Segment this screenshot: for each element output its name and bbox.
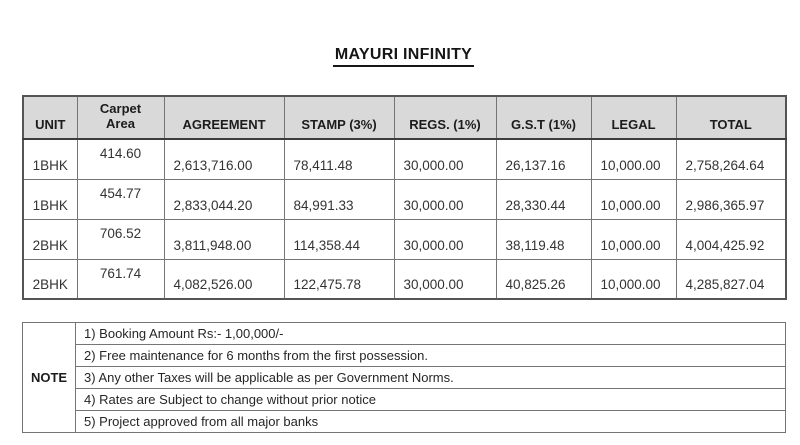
col-header-unit: UNIT xyxy=(23,96,77,139)
col-header-carpet-area xyxy=(77,96,164,139)
cell-unit: 1BHK xyxy=(23,179,77,219)
title-bar xyxy=(22,46,785,67)
cell-gst: 40,825.26 xyxy=(496,259,591,299)
note-item: 4) Rates are Subject to change without prior notice xyxy=(76,389,786,411)
note-row xyxy=(23,323,786,345)
cell-carpet: 454.77 xyxy=(77,179,164,219)
cell-legal: 10,000.00 xyxy=(591,219,676,259)
col-header-stamp: STAMP (3%) xyxy=(284,96,394,139)
cell-legal: 10,000.00 xyxy=(591,139,676,179)
table-row xyxy=(23,259,786,299)
price-table-header-row xyxy=(23,96,786,139)
note-label: NOTE xyxy=(23,323,76,433)
cell-carpet: 761.74 xyxy=(77,259,164,299)
cell-stamp: 114,358.44 xyxy=(284,219,394,259)
cell-unit: 2BHK xyxy=(23,219,77,259)
cell-agreement: 2,833,044.20 xyxy=(164,179,284,219)
cell-legal: 10,000.00 xyxy=(591,179,676,219)
page-title: MAYURI INFINITY xyxy=(333,46,474,67)
cell-total: 4,285,827.04 xyxy=(676,259,786,299)
note-row xyxy=(23,345,786,367)
cell-legal: 10,000.00 xyxy=(591,259,676,299)
note-item: 3) Any other Taxes will be applicable as per Government Norms. xyxy=(76,367,786,389)
cell-unit: 2BHK xyxy=(23,259,77,299)
cell-regs: 30,000.00 xyxy=(394,179,496,219)
cell-stamp: 84,991.33 xyxy=(284,179,394,219)
cell-stamp: 78,411.48 xyxy=(284,139,394,179)
note-item: 5) Project approved from all major banks xyxy=(76,411,786,433)
note-item: 1) Booking Amount Rs:- 1,00,000/- xyxy=(76,323,786,345)
cell-gst: 38,119.48 xyxy=(496,219,591,259)
cell-agreement: 3,811,948.00 xyxy=(164,219,284,259)
note-row xyxy=(23,367,786,389)
cell-regs: 30,000.00 xyxy=(394,259,496,299)
note-table xyxy=(22,322,786,433)
col-header-regs: REGS. (1%) xyxy=(394,96,496,139)
cell-regs: 30,000.00 xyxy=(394,219,496,259)
cell-carpet: 706.52 xyxy=(77,219,164,259)
table-row xyxy=(23,219,786,259)
note-row xyxy=(23,389,786,411)
cell-gst: 28,330.44 xyxy=(496,179,591,219)
price-table xyxy=(22,95,787,300)
cell-agreement: 2,613,716.00 xyxy=(164,139,284,179)
col-header-agreement: AGREEMENT xyxy=(164,96,284,139)
cell-total: 4,004,425.92 xyxy=(676,219,786,259)
note-item: 2) Free maintenance for 6 months from the first possession. xyxy=(76,345,786,367)
col-header-gst: G.S.T (1%) xyxy=(496,96,591,139)
table-row xyxy=(23,139,786,179)
note-row xyxy=(23,411,786,433)
cell-unit: 1BHK xyxy=(23,139,77,179)
cell-total: 2,986,365.97 xyxy=(676,179,786,219)
col-header-carpet-area-label: Carpet Area xyxy=(99,101,142,132)
cell-regs: 30,000.00 xyxy=(394,139,496,179)
cell-total: 2,758,264.64 xyxy=(676,139,786,179)
col-header-total: TOTAL xyxy=(676,96,786,139)
cell-agreement: 4,082,526.00 xyxy=(164,259,284,299)
table-row xyxy=(23,179,786,219)
cell-carpet: 414.60 xyxy=(77,139,164,179)
cell-stamp: 122,475.78 xyxy=(284,259,394,299)
cell-gst: 26,137.16 xyxy=(496,139,591,179)
col-header-legal: LEGAL xyxy=(591,96,676,139)
